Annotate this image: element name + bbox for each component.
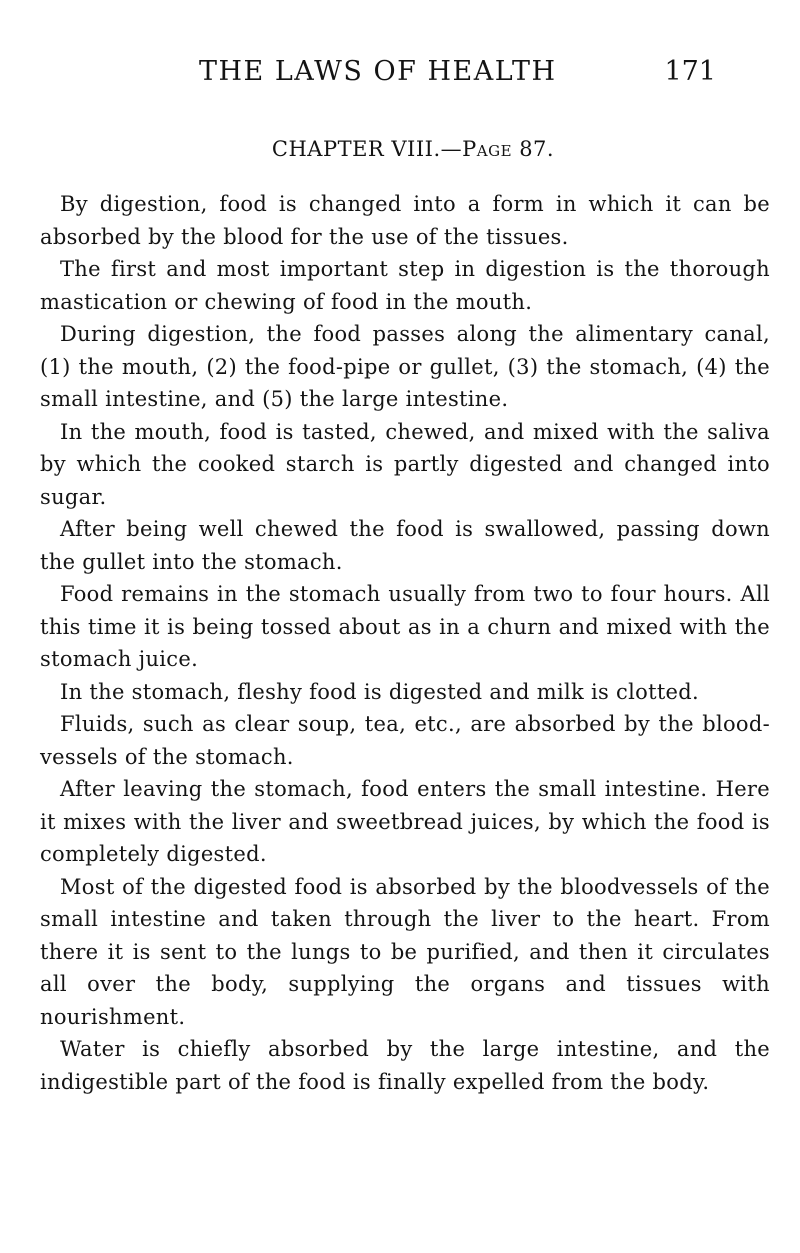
page-number: 171 [664, 56, 716, 87]
chapter-heading [0, 137, 800, 161]
paragraph-mouth: In the mouth, food is tasted, chewed, and mixed with the saliva by which the cooked starch is partly digested and changed into sugar. [40, 419, 770, 509]
paragraph-swallowing: After being well chewed the food is swallowed, passing down the gullet into the stomach. [40, 517, 770, 574]
chapter-title: CHAPTER VIII.— [271, 137, 463, 161]
paragraph-mastication: The first and most important step in digestion is the thorough mastication or chewing of food in the mouth. [40, 257, 770, 314]
paragraph-large-intestine: Water is chiefly absorbed by the large intestine, and the indigestible part of the food is finally expelled from the body. [40, 1037, 770, 1094]
running-title: THE LAWS OF HEALTH [199, 56, 557, 87]
paragraph-stomach-duration: Food remains in the stomach usually from two to four hours. All this time it is being tossed about as in a churn and mixed with the stomach juice. [40, 582, 770, 671]
paragraph-absorption: Most of the digested food is absorbed by the bloodvessels of the small intestine and taken through the liver to the heart. From there it is sent to the lungs to be purified, and then it circulates all over the body, supplying the organs and tissues with nourishment. [40, 874, 770, 1029]
chapter-summary [40, 188, 770, 1098]
paragraph-fluids: Fluids, such as clear soup, tea, etc., are absorbed by the blood-vessels of the stomach. [40, 712, 770, 769]
chapter-page-reference: Page 87. [462, 137, 555, 161]
paragraph-small-intestine: After leaving the stomach, food enters the small intestine. Here it mixes with the liver and sweetbread juices, by which the food is completely digested. [40, 777, 770, 866]
paragraph-alimentary-canal: During digestion, the food passes along the alimentary canal, (1) the mouth, (2) the food-pipe or gullet, (3) the stomach, (4) the small intestine, and (5) the large intestine. [40, 322, 770, 411]
paragraph-digestion-definition: By digestion, food is changed into a form in which it can be absorbed by the blood for the use of the tissues. [40, 192, 770, 249]
paragraph-stomach-digestion: In the stomach, fleshy food is digested and milk is clotted. [60, 679, 700, 704]
running-header [199, 56, 716, 92]
